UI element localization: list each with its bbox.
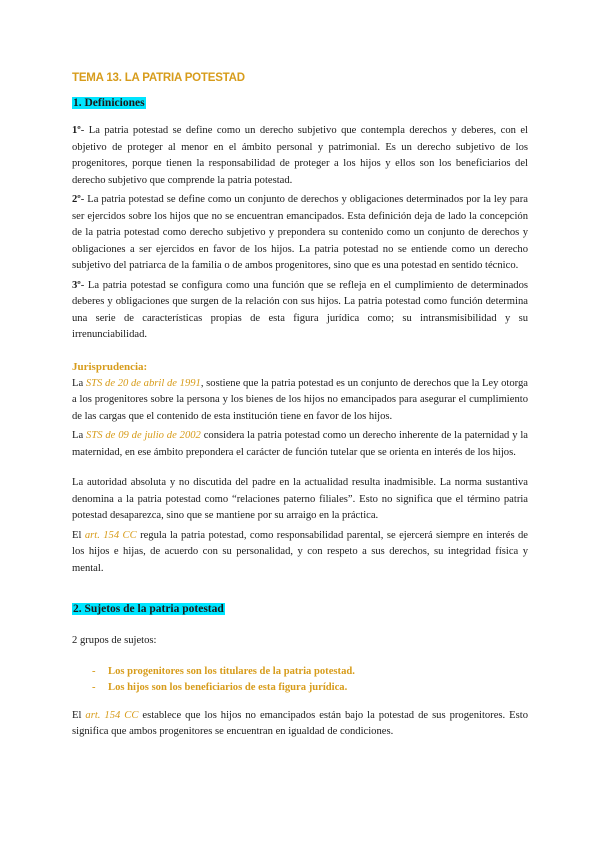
- paragraph-text: La: [72, 377, 86, 389]
- authority-paragraph: La autoridad absoluta y no discutida del padre en la actualidad resulta inadmisible. La norma sustantiva denomina a la patria potestad como “relaciones paterno filiales”. Esto no significa que el término patria potestad desaparezca, sino que se mantiene por su arraigo en la práctica.: [72, 477, 528, 521]
- list-item-text: Los progenitores son los titulares de la patria potestad.: [108, 665, 355, 677]
- definition-text: - La patria potestad se define como un conjunto de derechos y obligaciones determinados por la ley para ser ejercidos sobre los hijos que no se encuentran emancipados. Esta definición deja de lado la concepción de la patria potestad como derecho subjetivo y prepondera su contenido como un conjunto de derechos y obligaciones a ser ejercidos en favor de los hijos. La patria potestad no se entiende como un derecho subjetivo del patriarca de la familia o de ambos progenitores, sino que es una potestad en sentido técnico.: [72, 194, 528, 271]
- case-reference-link[interactable]: STS de 20 de abril de 1991: [85, 377, 201, 389]
- subjects-list: [72, 664, 528, 696]
- paragraph-text: El: [72, 529, 85, 541]
- definition-number: 1º: [72, 125, 81, 136]
- paragraph-text: El: [72, 709, 86, 721]
- jurisprudence-paragraph-1: [72, 376, 528, 426]
- list-item: [92, 664, 528, 680]
- paragraph-text: La: [72, 430, 87, 441]
- dash-bullet: -: [92, 665, 96, 677]
- jurisprudence-paragraph-2: [72, 428, 528, 461]
- definition-paragraph-1: [72, 123, 528, 189]
- article-reference-link[interactable]: art. 154 CC: [84, 529, 137, 541]
- subjects-intro: 2 grupos de sujetos:: [72, 635, 157, 646]
- jurisprudence-heading: Jurisprudencia:: [72, 360, 148, 373]
- list-item-text: Los hijos son los beneficiarios de esta figura jurídica.: [108, 681, 348, 693]
- section-heading-wrapper: [72, 599, 528, 617]
- definition-number: 2º: [72, 194, 81, 205]
- definition-text: - La patria potestad se configura como una función que se refleja en el cumplimiento de determinados deberes y obligaciones que surgen de la relación con sus hijos. La patria potestad como función determina una serie de características propias de esta figura jurídica como; su intransmisibilidad y su irrenunciabilidad.: [72, 279, 528, 340]
- article-reference-link[interactable]: art. 154 CC: [85, 709, 139, 721]
- document-content: [72, 72, 528, 741]
- article-paragraph-2: [72, 708, 528, 741]
- definition-number: 3º: [72, 279, 81, 291]
- paragraph-text: establece que los hijos no emancipados están bajo la potestad de sus progenitores. Esto significa que ambos progenitores se encuentran en igualdad de condiciones.: [72, 709, 528, 737]
- list-item: [92, 680, 528, 696]
- definition-paragraph-3: [72, 278, 528, 344]
- definition-text: - La patria potestad se define como un derecho subjetivo que contempla derechos y deberes, con el objetivo de proteger al menor en el ámbito personal y patrimonial. Es un derecho subjetivo de los progenitores, porque tienen la responsabilidad de proteger a los hijos y ellos son los beneficiarios del derecho subjetivo que comprende la patria potestad.: [72, 125, 528, 186]
- case-reference-link[interactable]: STS de 09 de julio de 2002: [86, 430, 201, 441]
- section-heading-definiciones: 1. Definiciones: [73, 97, 145, 109]
- paragraph-text: , sostiene que la patria potestad es un conjunto de derechos que la Ley otorga a los progenitores sobre la persona y los bienes de los hijos no emancipados para asegurar el cumplimiento de las cargas que el contenido de esta institución tiene en favor de los hijos.: [72, 377, 528, 422]
- document-title: TEMA 13. LA PATRIA POTESTAD: [72, 72, 245, 84]
- paragraph-text: regula la patria potestad, como responsabilidad parental, se ejercerá siempre en interés de los hijos e hijas, de acuerdo con su personalidad, y con respeto a sus derechos, su integridad física y mental.: [72, 529, 528, 574]
- paragraph-text: considera la patria potestad como un derecho inherente de la paternidad y la maternidad, en ese ámbito prepondera el carácter de función tutelar que se orienta en interés de los hijos.: [72, 430, 528, 458]
- section-heading-sujetos: 2. Sujetos de la patria potestad: [73, 603, 224, 615]
- section-heading-wrapper: [72, 93, 528, 111]
- article-paragraph: [72, 528, 528, 578]
- definition-paragraph-2: [72, 192, 528, 275]
- dash-bullet: -: [92, 681, 96, 693]
